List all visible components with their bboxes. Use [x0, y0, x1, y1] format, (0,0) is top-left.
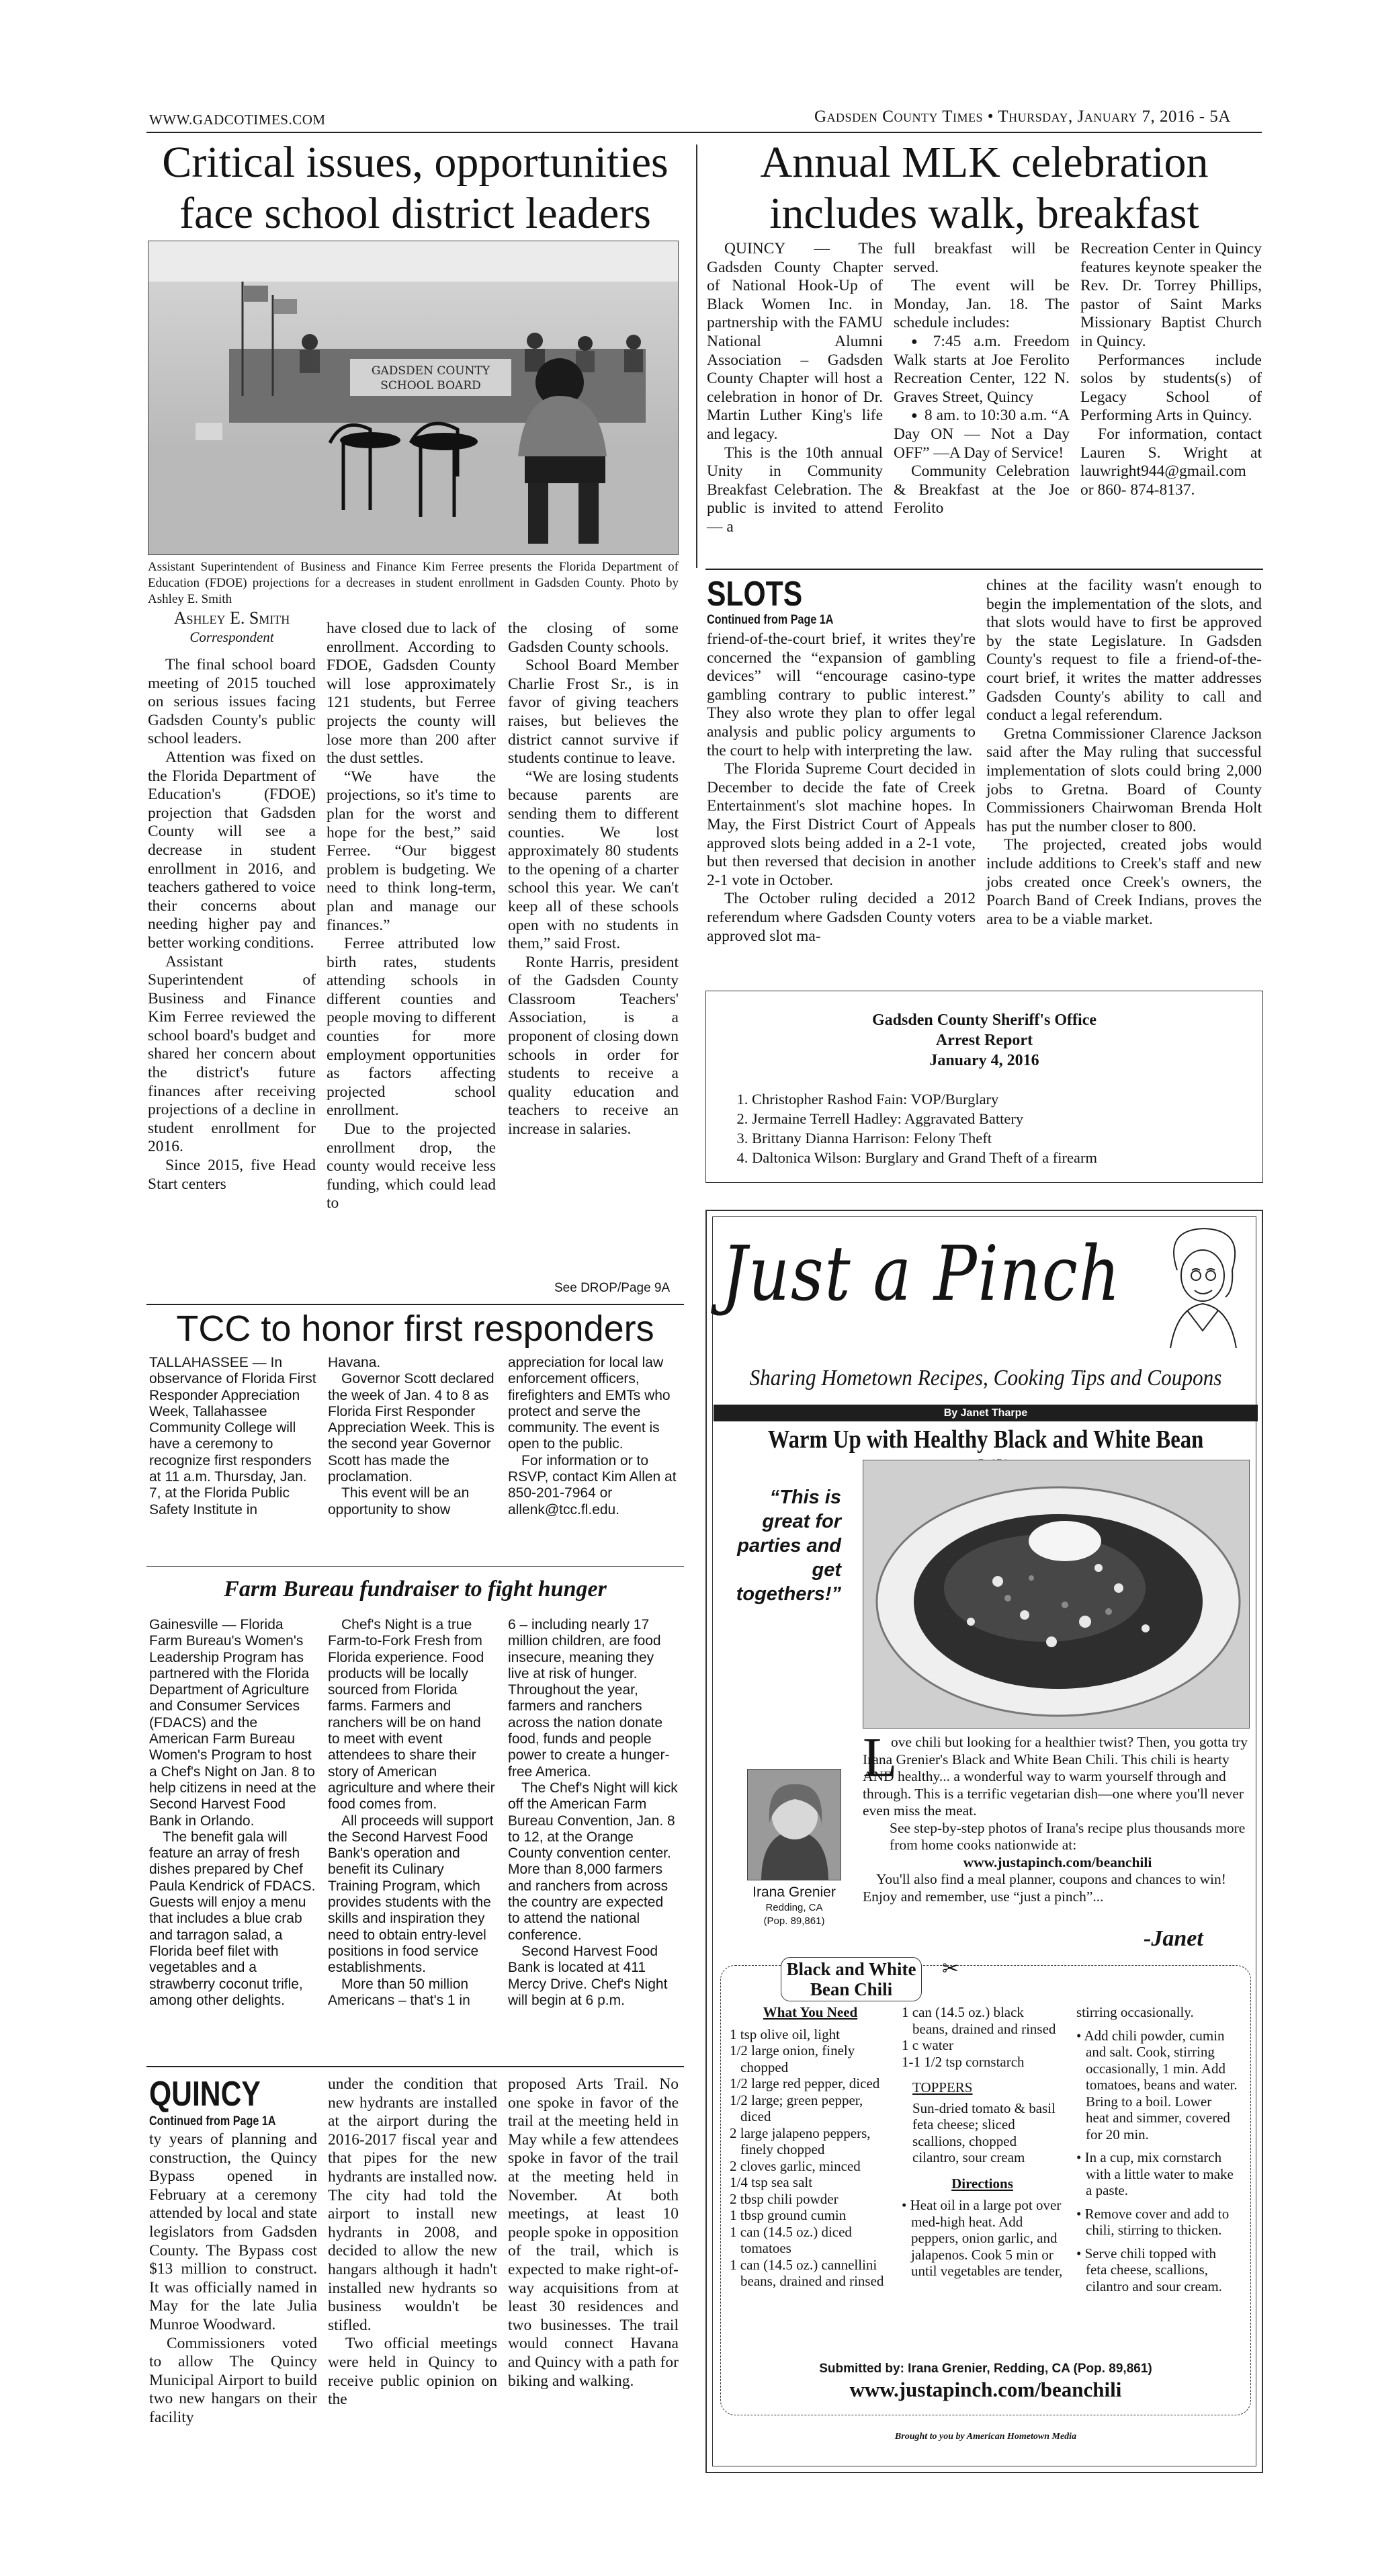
- byline-role: Correspondent: [189, 629, 274, 645]
- farm-headline: Farm Bureau fundraiser to fight hunger: [224, 1577, 607, 1602]
- paper-name: Gadsden County Times: [814, 108, 984, 126]
- scissors-icon: ✂: [942, 1958, 959, 1980]
- school-col-1: [148, 656, 316, 1194]
- header-rule: [146, 132, 1262, 133]
- toppers: Sun-dried tomato & basil feta cheese; sliced scallions, chopped cilantro, sour cream: [912, 2100, 1056, 2165]
- ingredient: 1 can (14.5 oz.) black beans, drained and rinsed: [902, 2004, 1056, 2037]
- ingredient: 1-1 1/2 tsp cornstarch: [902, 2053, 1025, 2070]
- photo-sign-line2: SCHOOL BOARD: [380, 379, 481, 392]
- para: “We have the projections, so it's time to plan for the worst and hope for the best,” said Ferree. “Our biggest problem is budgeting. We need to think long-term, plan and manage our finances.”: [327, 767, 496, 934]
- para: Attention was fixed on the Florida Department of Education's (FDOE) projection that Gadsden County will see a decrease in student enrollment in 2016, and teachers gathered to voice their concerns about needing higher pay and better working conditions.: [148, 748, 316, 952]
- ingredient: 1/2 large; green pepper, diced: [730, 2091, 863, 2124]
- farm-col-2: [328, 1617, 496, 2009]
- ingredient-list: [902, 2004, 1063, 2070]
- ingredient: 1/2 large red pepper, diced: [730, 2075, 880, 2091]
- brought-by: Brought to you by American Hometown Media: [894, 2432, 1077, 2442]
- ingredient: 2 tbsp chili powder: [730, 2190, 838, 2207]
- tcc-headline: TCC to honor first responders: [176, 1308, 654, 1349]
- para: Assistant Superintendent of Business and Finance Kim Ferree reviewed the school board's budget and shared her concern about the district's future finances after receiving projections of a decline in student enrollment for 2016.: [148, 952, 316, 1156]
- ingredients-col-2: [902, 2004, 1063, 2280]
- rule-mlk-bottom: [705, 569, 1263, 570]
- para: This event will be an opportunity to show: [328, 1485, 470, 1518]
- mlk-col-1: [707, 240, 883, 537]
- ingredient: 1 c water: [902, 2037, 953, 2053]
- para: have closed due to lack of enrollment. According to FDOE, Gadsden County will lose approximately 121 students, but Ferree projects the county will lose more than 200 after the dust settles.: [327, 620, 496, 767]
- school-jump-line[interactable]: See DROP/Page 9A: [554, 1281, 671, 1295]
- ingredient: 1 can (14.5 oz.) diced tomatoes: [730, 2223, 852, 2256]
- recipe-headline: Warm Up with Healthy Black and White Bean: [767, 1425, 1204, 1454]
- school-col-2: [327, 620, 496, 1213]
- contributor-place: Redding, CA: [765, 1902, 823, 1913]
- signature: -Janet: [1144, 1926, 1203, 1951]
- slots-col-1: [707, 630, 976, 946]
- para: The Florida Supreme Court decided in December to decide the fate of Creek Entertainment's slot machine hopes. In May, the First District Court of Appeals approved slots being added in a 2-1 vote, but then reversed that decision in another 2-1 vote in October.: [707, 760, 976, 889]
- pinch-quote: “This is great for parties and get togethers!”: [736, 1487, 841, 1605]
- ingredient: 2 cloves garlic, minced: [730, 2157, 861, 2174]
- schedule-item: ● 8 am. to 10:30 a.m. “A Day ON — Not a Day OFF” —A Day of Service!: [894, 407, 1070, 462]
- para: The Chef's Night will kick off the American Farm Bureau Convention, Jan. 8 to 12, at the Orange County convention center. More than 8,000 farmers and ranchers from across the country are expected to attend the national conference.: [508, 1780, 678, 1943]
- school-col-3: [508, 620, 679, 1139]
- para: The October ruling decided a 2012 referendum where Gadsden County voters approved slot ma-: [707, 890, 976, 945]
- para: The projected, created jobs would include additions to Creek's staff and new jobs created once Creek's owners, the Poarch Band of Creek Indians, proves the area to be a viable market.: [986, 836, 1262, 928]
- school-board-photo: [148, 241, 679, 555]
- slots-kicker: SLOTS: [707, 575, 803, 614]
- page-number: - 5A: [1199, 108, 1231, 126]
- what-you-need: What You Need: [763, 2004, 858, 2020]
- page-header: [814, 108, 1231, 126]
- para: Gainesville — Florida Farm Bureau's Women's Leadership Program has partnered with the Florida Department of Agriculture and Consumer Services (FDACS) and the American Farm Bureau Women's Program to host a Chef's Night on Jan. 8 to help citizens in need at the Second Harvest Food Bank in Orlando.: [149, 1617, 316, 1829]
- site-url: WWW.GADCOTIMES.COM: [149, 112, 326, 128]
- para: proposed Arts Trail. No one spoke in favor of the trail at the meeting held in May while a few attendees spoke in favor of the trail at the meeting held in November. At both meetings, at least 10 people spoke in opposition of the trail, which is expected to make right-of-way acquisitions from at least 30 residences and two businesses. The trail would connect Havana and Quincy with a path for biking and walking.: [508, 2075, 679, 2390]
- ingredient: 2 large jalapeno peppers, finely chopped: [730, 2124, 871, 2157]
- para: The event will be Monday, Jan. 18. The schedule includes:: [894, 277, 1070, 332]
- para: Chef's Night is a true Farm-to-Fork Fresh from Florida experience. Food products will be locally sourced from Florida farms. Farmers and ranchers will be on hand to meet with event attendees to share their story of American agriculture and where their food comes from.: [328, 1617, 495, 1813]
- intro-para: You'll also find a meal planner, coupons and chances to win! Enjoy and remember, use “just a pinch”...: [863, 1871, 1226, 1905]
- toppers-heading: TOPPERS: [912, 2079, 973, 2095]
- recipe-url-footer[interactable]: www.justapinch.com/beanchili: [849, 2378, 1122, 2401]
- para: Since 2015, five Head Start centers: [148, 1157, 316, 1193]
- rule-farm-bottom: [146, 2066, 684, 2067]
- para: Due to the projected enrollment drop, the county would receive less funding, which could lead to: [327, 1120, 496, 1212]
- para: Performances include solos by students(s) of Legacy School of Performing Arts in Quincy.: [1080, 351, 1262, 425]
- para: For information, contact Lauren S. Wright at lauwright944@gmail.com or 860- 874-8137.: [1080, 425, 1262, 499]
- para: appreciation for local law enforcement officers, firefighters and EMTs who protect and serve the community. The event is open to the public.: [508, 1355, 671, 1452]
- ingredient-list: [730, 2026, 891, 2290]
- para: This is the 10th annual Unity in Community Breakfast Celebration. The public is invited to attend — a: [707, 444, 883, 536]
- tcc-col-1: [149, 1355, 317, 1518]
- photo-caption: Assistant Superintendent of Business and Finance Kim Ferree presents the Florida Department of Education (FDOE) projections for a decreases in student enrollment in Gadsden County. Photo by Ashley E. Smith: [148, 560, 679, 606]
- para: Second Harvest Food Bank is located at 411 Mercy Drive. Chef's Night will begin at 6 p.m.: [508, 1943, 668, 2008]
- byline-name: Ashley E. Smith: [173, 608, 290, 628]
- para: full breakfast will be served.: [894, 240, 1070, 276]
- slots-continued: Continued from Page 1A: [707, 613, 834, 627]
- ingredient: 1/2 large onion, finely chopped: [730, 2042, 855, 2075]
- recipe-title-line2: Bean Chili: [810, 1979, 893, 1999]
- para: TALLAHASSEE — In observance of Florida First Responder Appreciation Week, Tallahassee Community College will have a ceremony to recognize first responders at 11 a.m. Thursday, Jan. 7, at the Florida Public Safety Institute in: [149, 1355, 316, 1518]
- para: Gretna Commissioner Clarence Jackson said after the May ruling that successful implementation of slots could bring 2,000 jobs to Gretna. Board of County Commissioners Chairwoman Brenda Holt has put the number closer to 800.: [986, 724, 1262, 835]
- para: The benefit gala will feature an array of fresh dishes prepared by Chef Paula Kendrick of FDACS. Guests will enjoy a menu that includes a blue crab and tarragon salad, a Florida beef filet with vegetables and a strawberry coconut trifle, among other delights.: [149, 1829, 316, 2008]
- recipe-title-line1: Black and White: [786, 1959, 916, 1979]
- quincy-col-3: [508, 2075, 679, 2391]
- contributor-pop: (Pop. 89,861): [763, 1915, 825, 1927]
- ingredients-col-1: [730, 2004, 891, 2290]
- drop-cap: L: [863, 1727, 898, 1789]
- para: ty years of planning and construction, the Quincy Bypass opened in February at a ceremony attended by local and state legislators from Gadsden County. The Bypass cost $13 million to construct. It was officially named in May for the late Julia Munroe Woodward.: [149, 2130, 317, 2333]
- ingredient: 1 can (14.5 oz.) cannellini beans, drained and rinsed: [730, 2256, 884, 2289]
- mlk-col-2: [894, 240, 1070, 518]
- contributor-name: Irana Grenier: [752, 1884, 836, 1900]
- quincy-continued: Continued from Page 1A: [149, 2114, 276, 2128]
- para: Two official meetings were held in Quincy to receive public opinion on the: [328, 2335, 497, 2409]
- rule-school-bottom: [146, 1304, 684, 1305]
- quincy-col-2: [328, 2075, 497, 2409]
- para: 6 – including nearly 17 million children, are food insecure, meaning they live at risk of hunger. Throughout the year, farmers and ranchers across the nation donate food, funds and people power to create a hunger-free America.: [508, 1617, 670, 1780]
- pinch-intro: [863, 1734, 1252, 1905]
- intro-para: ove chili but looking for a healthier twist? Then, you gotta try Irana Grenier's Black and White Bean Chili. This chili is hearty AND healthy... a wonderful way to warm yourself through and through. This is a terrific vegetarian dish—one where you'll never even miss the meat.: [863, 1734, 1248, 1819]
- para: School Board Member Charlie Frost Sr., is in favor of giving teachers raises, but believes the district cannot survive if students continue to leave.: [508, 657, 679, 767]
- para: More than 50 million Americans – that's 1 in: [328, 1976, 470, 2008]
- direction: • Heat oil in a large pot over med-high heat. Add peppers, onion garlic, and jalapenos. Cook 5 min or until vegetables are tender,: [902, 2197, 1063, 2279]
- mlk-headline-line1: Annual MLK celebration: [760, 138, 1209, 187]
- para: Governor Scott declared the week of Jan. 4 to 8 as Florida First Responder Appreciation Week. This is the second year Governor Scott has made the proclamation.: [328, 1371, 494, 1485]
- photo-sign-line1: GADSDEN COUNTY: [371, 364, 490, 378]
- arrest-date: January 4, 2016: [929, 1052, 1039, 1069]
- chef-illustration: [1150, 1223, 1251, 1348]
- intro-para: See step-by-step photos of Irana's recipe plus thousands more from home cooks nationwide at:: [890, 1819, 1246, 1853]
- tcc-col-2: [328, 1355, 496, 1518]
- para: Commissioners voted to allow The Quincy Municipal Airport to build two new hangars on their facility: [149, 2334, 317, 2426]
- ingredient: 1 tsp olive oil, light: [730, 2026, 840, 2042]
- arrest-title-2: Arrest Report: [935, 1032, 1033, 1049]
- pinch-logo: Just a Pinch: [722, 1231, 1121, 1318]
- directions-heading: Directions: [951, 2175, 1013, 2192]
- tcc-col-3: [508, 1355, 679, 1518]
- direction-cont: stirring occasionally.: [1076, 2004, 1194, 2020]
- direction: • Remove cover and add to chili, stirring to thicken.: [1076, 2205, 1230, 2238]
- arrest-item: 4. Daltonica Wilson: Burglary and Grand Theft of a firearm: [752, 1148, 1242, 1167]
- para: Ronte Harris, president of the Gadsden County Classroom Teachers' Association, is a proponent of closing down schools in order for students to receive a quality education and teachers to receive an increase in salaries.: [508, 953, 679, 1138]
- para: chines at the facility wasn't enough to begin the implementation of the slots, and that slots would have to first be approved by the state Legislature. In Gadsden County's request to file a friend-of-the-court brief, it writes the matter addresses Gadsden County's ability to call and conduct a legal referendum.: [986, 577, 1262, 724]
- school-headline-line2: face school district leaders: [179, 189, 651, 238]
- slots-col-2: [986, 577, 1262, 929]
- issue-date: Thursday, January 7, 2016: [998, 108, 1195, 126]
- quincy-col-1: [149, 2130, 317, 2427]
- mlk-col-3: [1080, 240, 1262, 499]
- rule-tcc-bottom: [146, 1566, 684, 1567]
- school-byline: [148, 609, 316, 647]
- para: For information or to RSVP, contact Kim Allen at 850-201-7964 or allenk@tcc.fl.edu.: [508, 1452, 677, 1518]
- para: under the condition that new hydrants are installed at the airport during the 2016-2017 fiscal year and that pipes for the new hydrants are installed now. The city had told the airport to install new hydrants in 2008, and decided to allow the new hangars although it hadn't installed new hydrants so business wouldn't be stifled.: [328, 2075, 497, 2334]
- mlk-headline-line2: includes walk, breakfast: [769, 189, 1199, 238]
- just-a-pinch-ad: [705, 1210, 1263, 2473]
- pinch-tagline: Sharing Hometown Recipes, Cooking Tips and Coupons: [749, 1366, 1222, 1390]
- arrest-item: 2. Jermaine Terrell Hadley: Aggravated Battery: [752, 1109, 1242, 1128]
- arrest-report-box: [705, 991, 1263, 1183]
- para: All proceeds will support the Second Harvest Food Bank's operation and benefit its Culinary Training Program, which provides students with the skills and inspiration they need to obtain entry-level positions in food service establishments.: [328, 1813, 494, 1976]
- ingredient: 1 tbsp ground cumin: [730, 2207, 847, 2223]
- column-divider-top: [696, 144, 697, 568]
- recipe-title: [781, 1957, 922, 2001]
- para: Community Celebration & Breakfast at the Joe Ferolito: [894, 462, 1070, 517]
- farm-col-3: [508, 1617, 679, 2009]
- direction: • Serve chili topped with feta cheese, scallions, cilantro and sour cream.: [1076, 2245, 1222, 2294]
- header-sep: •: [987, 108, 994, 126]
- contributor-photo: [747, 1769, 841, 1880]
- mlk-headline: [705, 137, 1263, 239]
- para: Recreation Center in Quincy features keynote speaker the Rev. Dr. Torrey Phillips, pastor of Saint Marks Missionary Baptist Church in Quincy.: [1080, 240, 1262, 350]
- direction: • In a cup, mix cornstarch with a little water to make a paste.: [1076, 2149, 1234, 2198]
- quincy-kicker: QUINCY: [149, 2075, 261, 2114]
- direction: • Add chili powder, cumin and salt. Cook, stirring occasionally, 1 min. Add tomatoes, beans and water. Bring to a boil. Lower heat and simmer, covered for 20 min.: [1076, 2027, 1238, 2143]
- chili-photo: [863, 1460, 1250, 1729]
- para: Ferree attributed low birth rates, students attending schools in different counties and people moving to different counties for more employment opportunities as factors affecting projected school enrollment.: [327, 935, 496, 1120]
- para: Havana.: [328, 1355, 381, 1370]
- schedule-item: ● 7:45 a.m. Freedom Walk starts at Joe Ferolito Recreation Center, 122 N. Graves Street, Quincy: [894, 333, 1070, 407]
- arrest-title-1: Gadsden County Sheriff's Office: [871, 1011, 1096, 1029]
- school-headline-line1: Critical issues, opportunities: [162, 138, 669, 187]
- arrest-list: [740, 1089, 1242, 1167]
- para: “We are losing students because parents are sending them to different counties. We lost approximately 80 students to the opening of a charter school this year. We can't keep all of these schools open with no students in them,” said Frost.: [508, 767, 679, 953]
- para: QUINCY — The Gadsden County Chapter of National Hook-Up of Black Women Inc. in partnership with the FAMU National Alumni Association – Gadsden County Chapter will host a celebration in honor of Dr. Martin Luther King's life and legacy.: [707, 240, 883, 443]
- para: friend-of-the-court brief, it writes they're concerned the “expansion of gambling devices” will “encourage casino-type gambling contrary to public interest.” They also wrote they plan to offer legal analysis and public policy arguments to the court to help with interpreting the law.: [707, 630, 976, 759]
- ingredient: 1/4 tsp sea salt: [730, 2174, 813, 2190]
- submitted-by: Submitted by: Irana Grenier, Redding, CA (Pop. 89,861): [819, 2362, 1152, 2376]
- pinch-byline: By Janet Tharpe: [714, 1405, 1258, 1421]
- farm-col-1: [149, 1617, 317, 2009]
- school-headline: [146, 137, 684, 239]
- arrest-item: 3. Brittany Dianna Harrison: Felony Theft: [752, 1128, 1242, 1148]
- arrest-item: 1. Christopher Rashod Fain: VOP/Burglary: [752, 1089, 1242, 1109]
- directions-col: [1076, 2004, 1238, 2294]
- para: The final school board meeting of 2015 touched on serious issues facing Gadsden County's public school leaders.: [148, 656, 316, 748]
- para: the closing of some Gadsden County schools.: [508, 620, 679, 656]
- recipe-url[interactable]: www.justapinch.com/beanchili: [963, 1854, 1152, 1870]
